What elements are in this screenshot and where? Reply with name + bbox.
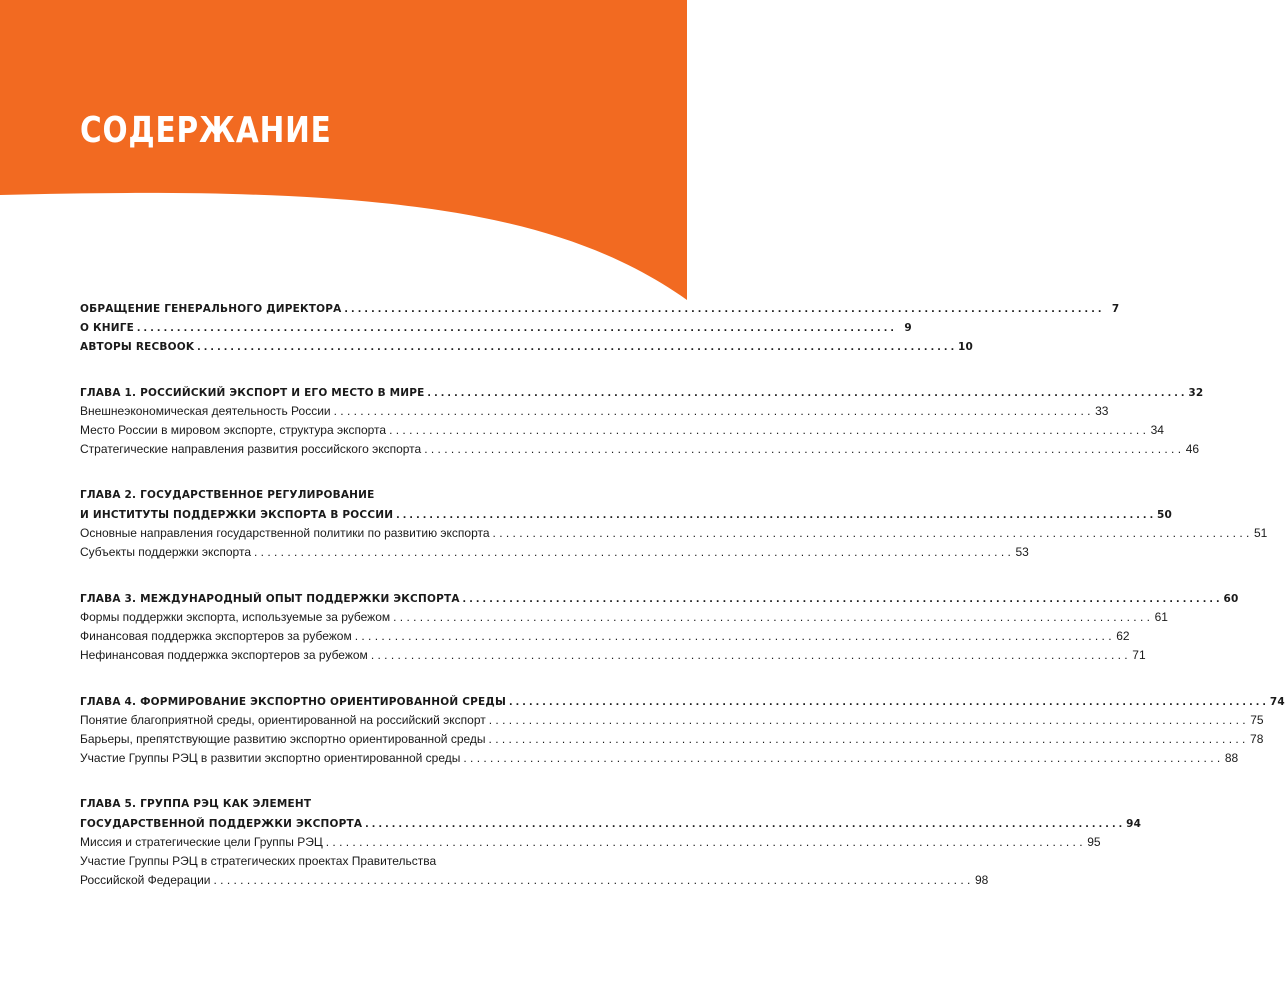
toc-page-number: 61 [1154,610,1168,624]
toc-entry-label: ГЛАВА 1. РОССИЙСКИЙ ЭКСПОРТ И ЕГО МЕСТО В МИРЕ [80,387,425,399]
toc-entry[interactable] [80,421,1164,440]
toc-page-number: 74 [1269,696,1285,708]
toc-entry-first-line [80,852,595,871]
toc-page-number: 94 [1126,818,1142,830]
toc-page-number: 9 [904,322,912,334]
toc-entry-label: ГЛАВА 5. ГРУППА РЭЦ КАК ЭЛЕМЕНТ [80,798,312,810]
dot-leader [355,627,1112,646]
dot-leader [326,833,1083,852]
toc-page-number: 95 [1087,835,1101,849]
toc-entry-label: ГЛАВА 3. МЕЖДУНАРОДНЫЙ ОПЫТ ПОДДЕРЖКИ ЭКСПОРТА [80,593,460,605]
toc-entry[interactable] [80,646,1146,665]
toc-page-number: 98 [974,873,989,887]
dot-leader [334,402,1091,421]
toc-entry-label: АВТОРЫ RECBOOK [80,341,195,353]
toc-entry[interactable] [80,833,1101,852]
toc-entry-label: Российской Федерации [80,873,211,887]
toc-entry[interactable] [80,543,1029,562]
page-title: СОДЕРЖАНИЕ [80,110,332,151]
toc-page-number: 62 [1116,629,1130,643]
dot-leader [489,730,1246,749]
toc-entry[interactable] [80,524,1268,543]
toc-page-number: 71 [1132,648,1146,662]
toc-entry-label: Стратегические направления развития российского экспорта [80,442,422,456]
toc-entry-label: Участие Группы РЭЦ в развитии экспортно ориентированной среды [80,751,461,765]
dot-leader [463,589,1220,608]
toc-entry-label: Финансовая поддержка экспортеров за рубежом [80,629,352,643]
dot-leader [424,440,1181,459]
toc-entry[interactable] [80,711,1264,730]
toc-entry[interactable] [80,589,1239,608]
toc-entry-label: И ИНСТИТУТЫ ПОДДЕРЖКИ ЭКСПОРТА В РОССИИ [80,509,394,521]
dot-leader [489,711,1246,730]
toc-entry-label: Субъекты поддержки экспорта [80,545,251,559]
dot-leader [493,524,1250,543]
toc-page-number: 34 [1150,423,1164,437]
toc-entry-label: ОБРАЩЕНИЕ ГЕНЕРАЛЬНОГО ДИРЕКТОРА [80,303,342,315]
toc-entry-label: Место России в мировом экспорте, структура экспорта [80,423,387,437]
toc-entry[interactable] [80,692,1285,711]
toc-entry-first-line [80,486,595,505]
dot-leader [396,505,1153,524]
toc-entry-label: Миссия и стратегические цели Группы РЭЦ [80,835,323,849]
dot-leader [509,692,1266,711]
toc-page-number: 78 [1250,732,1264,746]
toc-entry-label: Основные направления государственной политики по развитию экспорта [80,526,490,540]
toc-page-number: 33 [1095,404,1109,418]
orange-header-banner [0,0,687,310]
dot-leader [214,871,971,890]
toc-entry[interactable] [80,730,1264,749]
toc-page-number: 46 [1185,442,1200,456]
toc-page-number: 7 [1111,303,1120,315]
toc-entry-label: О КНИГЕ [80,322,135,334]
toc-entry[interactable] [80,318,912,337]
toc-entry[interactable] [80,749,1239,768]
toc-entry-label: Участие Группы РЭЦ в стратегических проектах Правительства [80,854,437,868]
toc-entry[interactable] [80,337,974,356]
toc-entry-label: ГОСУДАРСТВЕННОЙ ПОДДЕРЖКИ ЭКСПОРТА [80,818,363,830]
dot-leader [197,337,954,356]
toc-entry[interactable] [80,627,1130,646]
toc-section [80,299,1120,356]
toc-section [80,795,1142,890]
toc-page-number: 75 [1250,713,1264,727]
toc-entry-label: Нефинансовая поддержка экспортеров за рубежом [80,648,368,662]
toc-entry-label: Понятие благоприятной среды, ориентированной на российский экспорт [80,713,486,727]
toc-entry[interactable] [80,440,1200,459]
toc-entry-first-line [80,795,595,814]
toc-entry-label: ГЛАВА 4. ФОРМИРОВАНИЕ ЭКСПОРТНО ОРИЕНТИРОВАННОЙ СРЕДЫ [80,696,507,708]
toc-section [80,383,1204,459]
toc-entry[interactable] [80,505,1173,524]
dot-leader [137,318,894,337]
toc-entry-label: Барьеры, препятствующие развитию экспортно ориентированной среды [80,732,486,746]
toc-entry[interactable] [80,608,1168,627]
toc-page-number: 53 [1015,545,1029,559]
dot-leader [393,608,1150,627]
dot-leader [345,299,1102,318]
dot-leader [254,543,1011,562]
table-of-contents [80,299,1285,917]
toc-page-number: 50 [1157,509,1173,521]
dot-leader [365,814,1122,833]
dot-leader [463,749,1220,768]
toc-page-number: 60 [1223,593,1239,605]
toc-entry-label: Формы поддержки экспорта, используемые за рубежом [80,610,391,624]
toc-page-number: 51 [1254,526,1268,540]
toc-section [80,486,1268,562]
dot-leader [428,383,1185,402]
toc-entry-label: ГЛАВА 2. ГОСУДАРСТВЕННОЕ РЕГУЛИРОВАНИЕ [80,489,375,501]
toc-entry[interactable] [80,871,989,890]
toc-entry[interactable] [80,402,1109,421]
toc-page-number: 10 [958,341,974,353]
toc-entry[interactable] [80,299,1120,318]
toc-entry[interactable] [80,383,1204,402]
toc-entry[interactable] [80,814,1142,833]
toc-page-number: 88 [1224,751,1239,765]
toc-entry-label: Внешнеэкономическая деятельность России [80,404,331,418]
toc-page-number: 32 [1188,387,1204,399]
dot-leader [389,421,1146,440]
toc-section [80,692,1285,768]
toc-section [80,589,1239,665]
dot-leader [371,646,1128,665]
